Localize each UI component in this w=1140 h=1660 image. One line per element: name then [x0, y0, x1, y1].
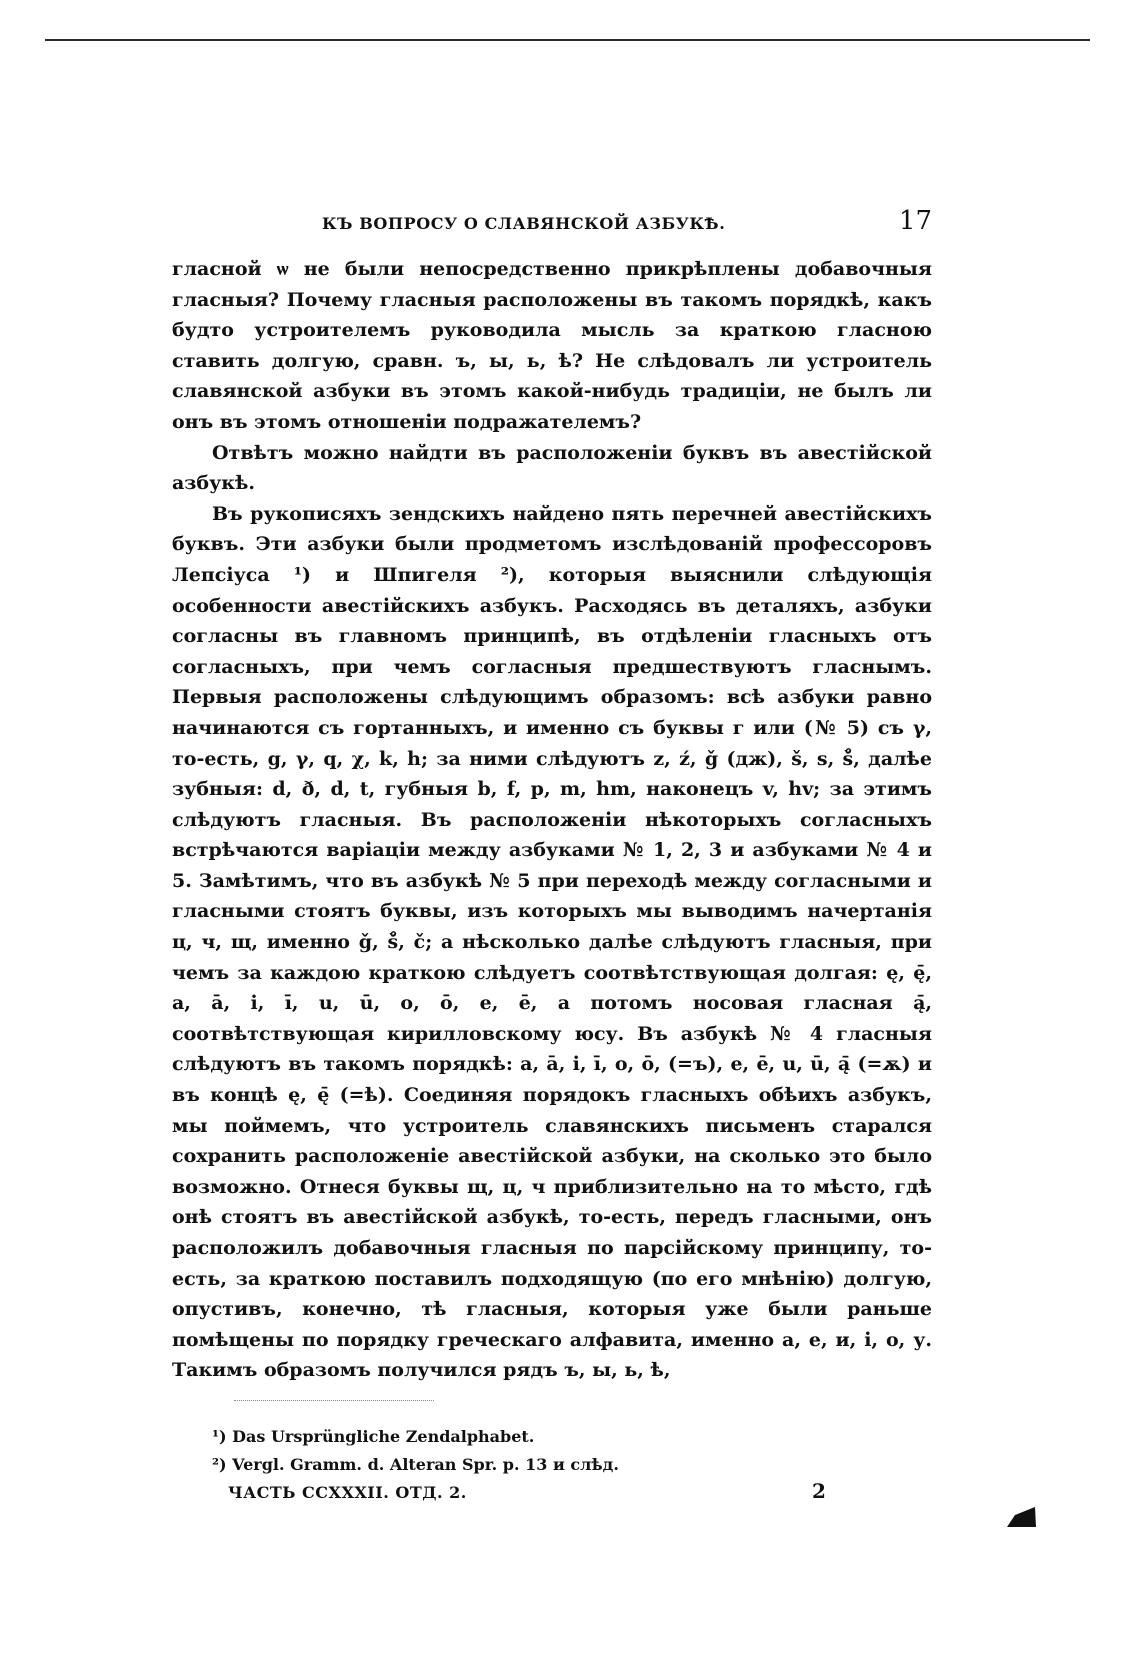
signature-mark: 2 [812, 1478, 827, 1503]
signature-line [172, 1478, 932, 1513]
running-title: КЪ ВОПРОСУ О СЛАВЯНСКОЙ АЗБУКѢ. [322, 214, 726, 233]
footnote-1: ¹) Das Ursprüngliche Zendalphabet. [212, 1426, 535, 1446]
corner-ink-blot [1005, 1505, 1037, 1529]
page-number: 17 [898, 206, 932, 236]
footnote-2: ²) Vergl. Gramm. d. Altеran Spr. p. 13 и слѣд. [212, 1454, 619, 1474]
book-page [172, 206, 932, 1513]
footnotes [172, 1423, 932, 1479]
paragraph-avestan-alphabets: Въ рукописяхъ зендскихъ найдено пять перечней авестійскихъ буквъ. Эти азбуки были продметомъ изслѣдованій профессоровъ Лепсіуса ¹) и Шпигеля ²), которыя выяснили слѣдующія особенности авестійскихъ азбукъ. Расходясь въ деталяхъ, азбуки согласны въ главномъ принципѣ, въ отдѣленіи гласныхъ отъ согласныхъ, при чемъ согласныя предшествуютъ гласнымъ. Первыя расположены слѣдующимъ образомъ: всѣ азбуки равно начинаются съ гортанныхъ, и именно съ буквы г или (№ 5) съ γ, то-есть, g, γ, q, χ, k, h; за ними слѣдуютъ z, ź, ǧ (дж), š, s, š̊, далѣе зубныя: d, ð, d, t, губныя b, f, p, m, hm, наконецъ v, hv; за этимъ слѣдуютъ гласныя. Въ расположеніи нѣкоторыхъ согласныхъ встрѣчаются варіаціи между азбуками № 1, 2, 3 и азбуками № 4 и 5. Замѣтимъ, что въ азбукѣ № 5 при переходѣ между согласными и гласными стоятъ буквы, изъ которыхъ мы выводимъ начертанія ц, ч, щ, именно ǧ, š̊, č; а нѣсколько далѣе слѣдуютъ гласныя, при чемъ за каждою краткою слѣдуетъ соотвѣтствующая долгая: ę, ę̄, a, ā, i, ī, u, ū, o, ō, e, ē, а потомъ носовая гласная ą̄, соотвѣтствующая кирилловскому юсу. Въ азбукѣ № 4 гласныя слѣдуютъ въ такомъ порядкѣ: a, ā, i, ī, o, ō, (=ъ), e, ē, u, ū, ą̄ (=ѫ) и въ концѣ ę, ę̄ (=ѣ). Соединяя порядокъ гласныхъ обѣихъ азбукъ, мы поймемъ, что устроитель славянскихъ письменъ старался сохранить расположеніе авестійской азбуки, на сколько это было возможно. Отнеся буквы щ, ц, ч приблизительно на то мѣсто, гдѣ онѣ стоятъ въ авестійской азбукѣ, то-есть, передъ гласными, онъ расположилъ добавочныя гласныя по парсійскому принципу, то-есть, за краткою поставилъ подходящую (по его мнѣнію) долгую, опустивъ, конечно, тѣ гласныя, которыя уже были раньше помѣщены по порядку греческаго алфавита, именно а, е, и, і, о, у. Такимъ образомъ получился рядъ ъ, ы, ь, ѣ, [172, 502, 932, 1382]
footnote-separator [234, 1400, 434, 1401]
running-head [172, 206, 932, 246]
scan-top-rule [45, 39, 1090, 41]
signature-label: ЧАСТЬ СCXXXII. ОТД. 2. [228, 1482, 467, 1502]
paragraph-answer: Отвѣтъ можно найдти въ расположеніи буквъ въ авестійской азбукѣ. [172, 441, 932, 495]
body-text [172, 254, 932, 1386]
paragraph-continued: гласной ѡ не были непосредственно прикрѣплены добавочныя гласныя? Почему гласныя расположены въ такомъ порядкѣ, какъ будто устроителемъ руководила мысль за краткою гласною ставить долгую, сравн. ъ, ы, ь, ѣ? Не слѣдовалъ ли устроитель славянской азбуки въ этомъ какой-нибудь традиціи, не былъ ли онъ въ этомъ отношеніи подражателемъ? [172, 258, 932, 433]
